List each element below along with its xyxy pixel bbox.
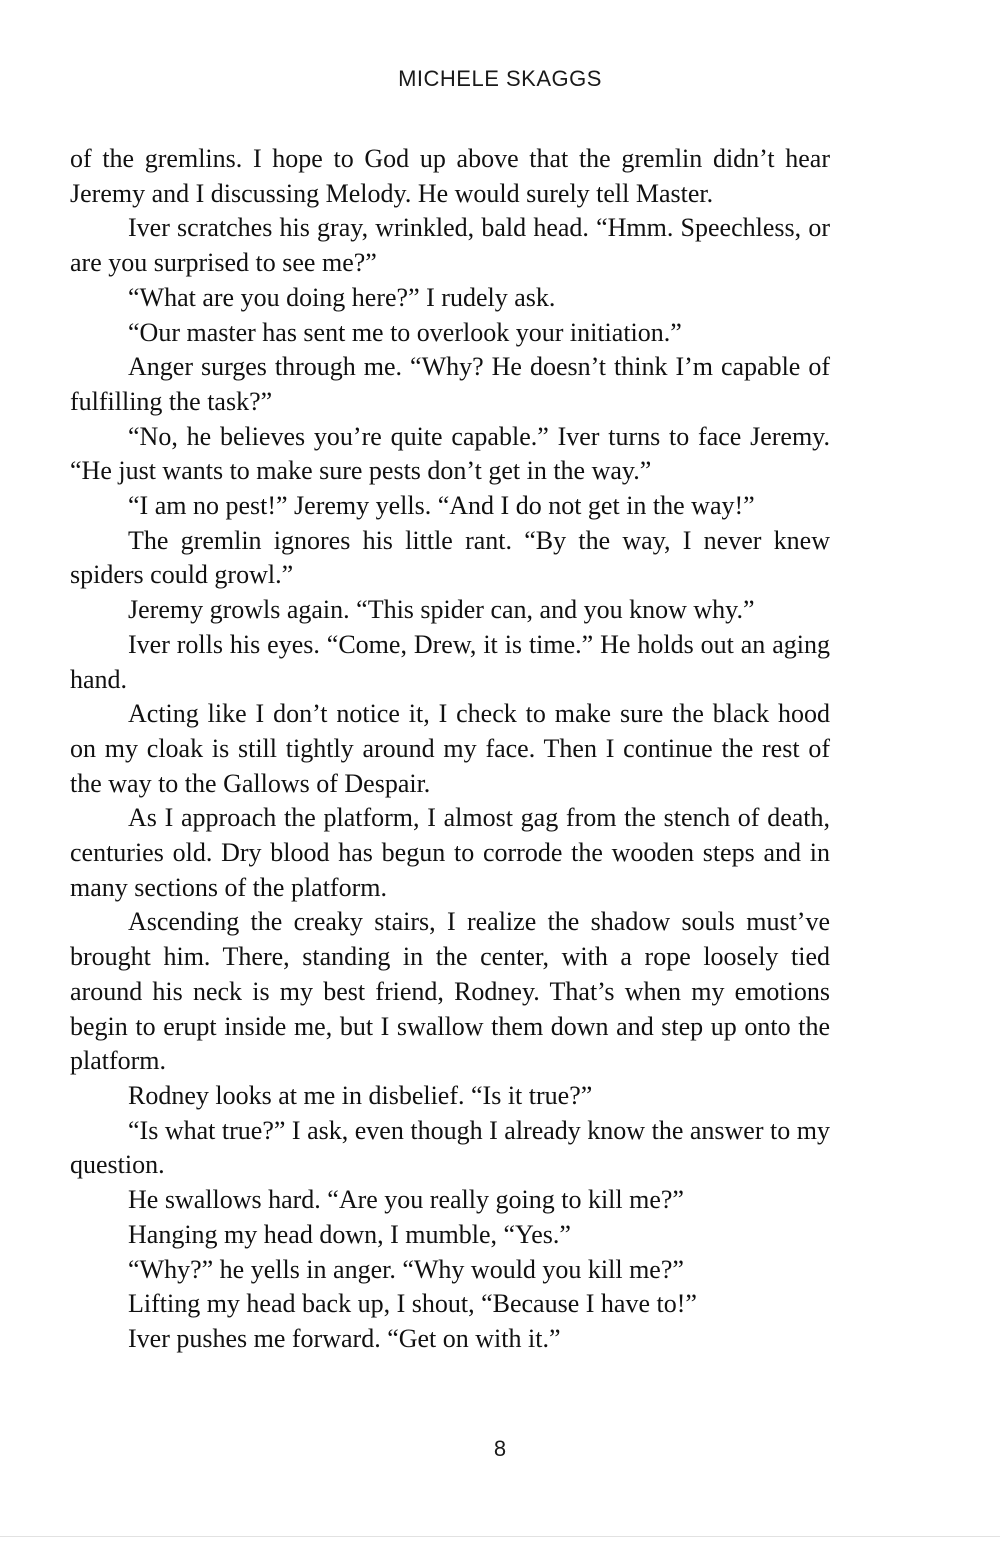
paragraph: As I approach the platform, I almost gag from the stench of death, centuries old. Dry blood has begun to corrode the wooden steps and in many sections of the platform. [70, 803, 830, 902]
paragraph: He swallows hard. “Are you really going to kill me?” [128, 1185, 684, 1215]
paragraph: Iver scratches his gray, wrinkled, bald head. “Hmm. Speechless, or are you surprised to see me?” [70, 213, 830, 278]
paragraph: “What are you doing here?” I rudely ask. [128, 282, 556, 312]
page-number: 8 [493, 1436, 507, 1461]
paragraph: Jeremy growls again. “This spider can, and you know why.” [128, 595, 755, 625]
paragraph: Ascending the creaky stairs, I realize the shadow souls must’ve brought him. There, standing in the center, with a rope loosely tied around his neck is my best friend, Rodney. That’s when my emotions begin to erupt inside me, but I swallow them down and step up onto the platform. [70, 907, 830, 1076]
paragraph: “Is what true?” I ask, even though I already know the answer to my question. [70, 1115, 830, 1180]
paragraph: Iver rolls his eyes. “Come, Drew, it is time.” He holds out an aging hand. [70, 629, 830, 694]
paragraph: The gremlin ignores his little rant. “By the way, I never knew spiders could growl.” [70, 525, 830, 590]
body-text [70, 142, 830, 1357]
paragraph: “Why?” he yells in anger. “Why would you kill me?” [128, 1254, 684, 1284]
paragraph: “No, he believes you’re quite capable.” Iver turns to face Jeremy. “He just wants to make sure pests don’t get in the way.” [70, 421, 830, 486]
paragraph: of the gremlins. I hope to God up above that the gremlin didn’t hear Jeremy and I discussing Melody. He would surely tell Master. [70, 144, 830, 208]
paragraph: Lifting my head back up, I shout, “Because I have to!” [128, 1289, 697, 1319]
running-head: MICHELE SKAGGS [398, 66, 602, 91]
paragraph: Hanging my head down, I mumble, “Yes.” [128, 1219, 571, 1249]
paragraph: Acting like I don’t notice it, I check to make sure the black hood on my cloak is still tightly around my face. Then I continue the rest of the way to the Gallows of Despair. [70, 699, 830, 798]
paragraph: “Our master has sent me to overlook your initiation.” [128, 317, 682, 347]
page-edge-divider [0, 1536, 1000, 1537]
paragraph: Anger surges through me. “Why? He doesn’t think I’m capable of fulfilling the task?” [70, 352, 830, 416]
paragraph: Rodney looks at me in disbelief. “Is it true?” [128, 1080, 593, 1110]
paragraph: “I am no pest!” Jeremy yells. “And I do not get in the way!” [128, 491, 755, 521]
paragraph: Iver pushes me forward. “Get on with it.” [128, 1323, 561, 1353]
